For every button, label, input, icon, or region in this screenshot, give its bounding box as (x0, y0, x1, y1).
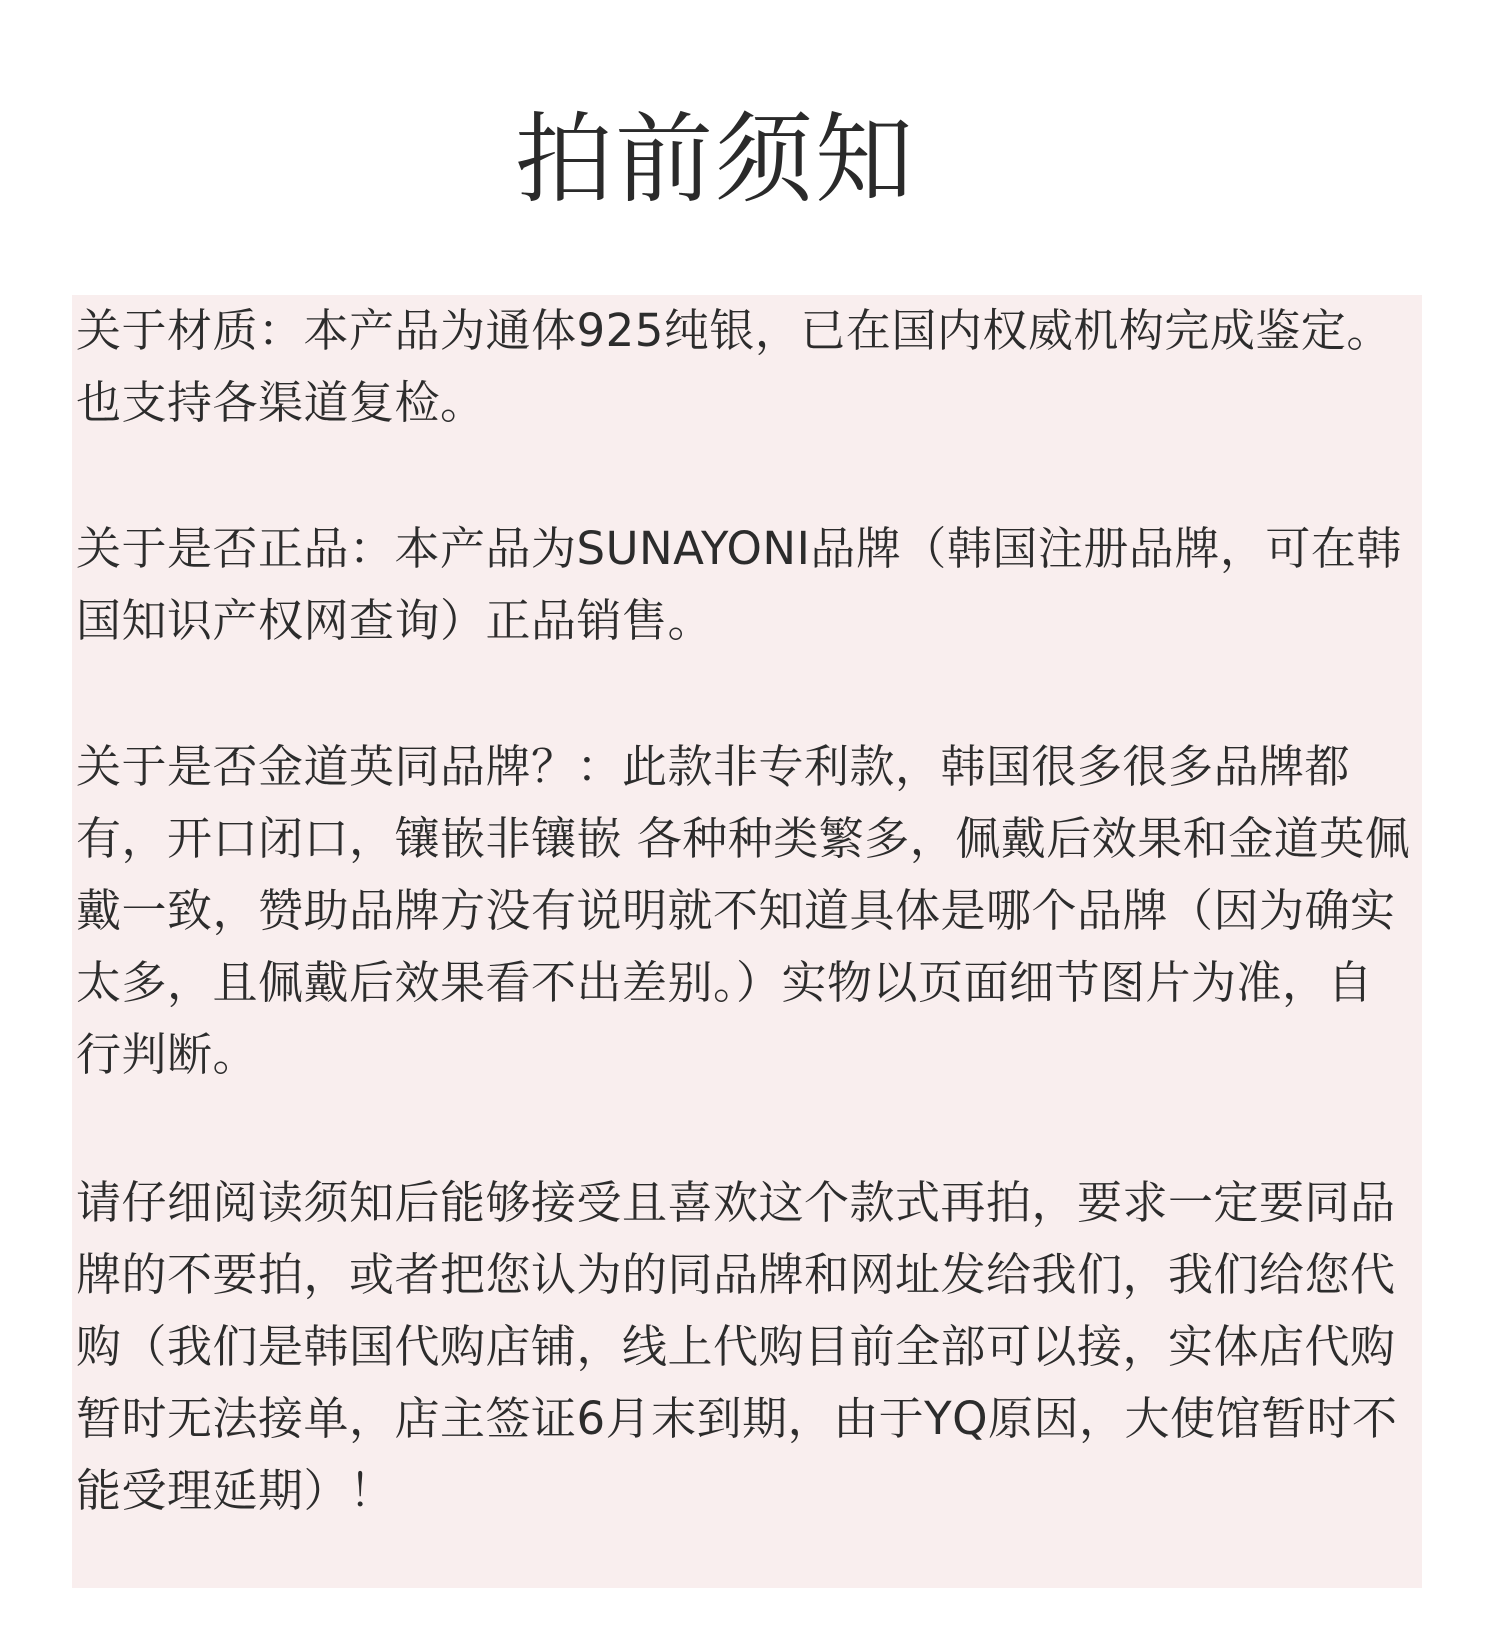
purchase-notice: 请仔细阅读须知后能够接受且喜欢这个款式再拍，要求一定要同品牌的不要拍，或者把您认为的同品牌和网址发给我们，我们给您代购（我们是韩国代购店铺，线上代购目前全部可以接，实体店代购暂时无法接单，店主签证6月末到期，由于YQ原因，大使馆暂时不能受理延期）！ (76, 1176, 1398, 1517)
authenticity-notice: 关于是否正品：本产品为SUNAYONI品牌（韩国注册品牌，可在韩国知识产权网查询）正品销售。 (76, 522, 1402, 647)
material-notice: 关于材质：本产品为通体925纯银，已在国内权威机构完成鉴定。也支持各渠道复检。 (76, 304, 1392, 429)
notice-panel (72, 295, 1422, 1588)
page-title: 拍前须知 (514, 103, 915, 217)
brand-notice: 关于是否金道英同品牌？：此款非专利款，韩国很多很多品牌都有，开口闭口，镶嵌非镶嵌 各种种类繁多，佩戴后效果和金道英佩戴一致，赞助品牌方没有说明就不知道具体是哪个品牌（因为确实太多，且佩戴后效果看不出差别。）实物以页面细节图片为准，自行判断。 (76, 740, 1411, 1081)
